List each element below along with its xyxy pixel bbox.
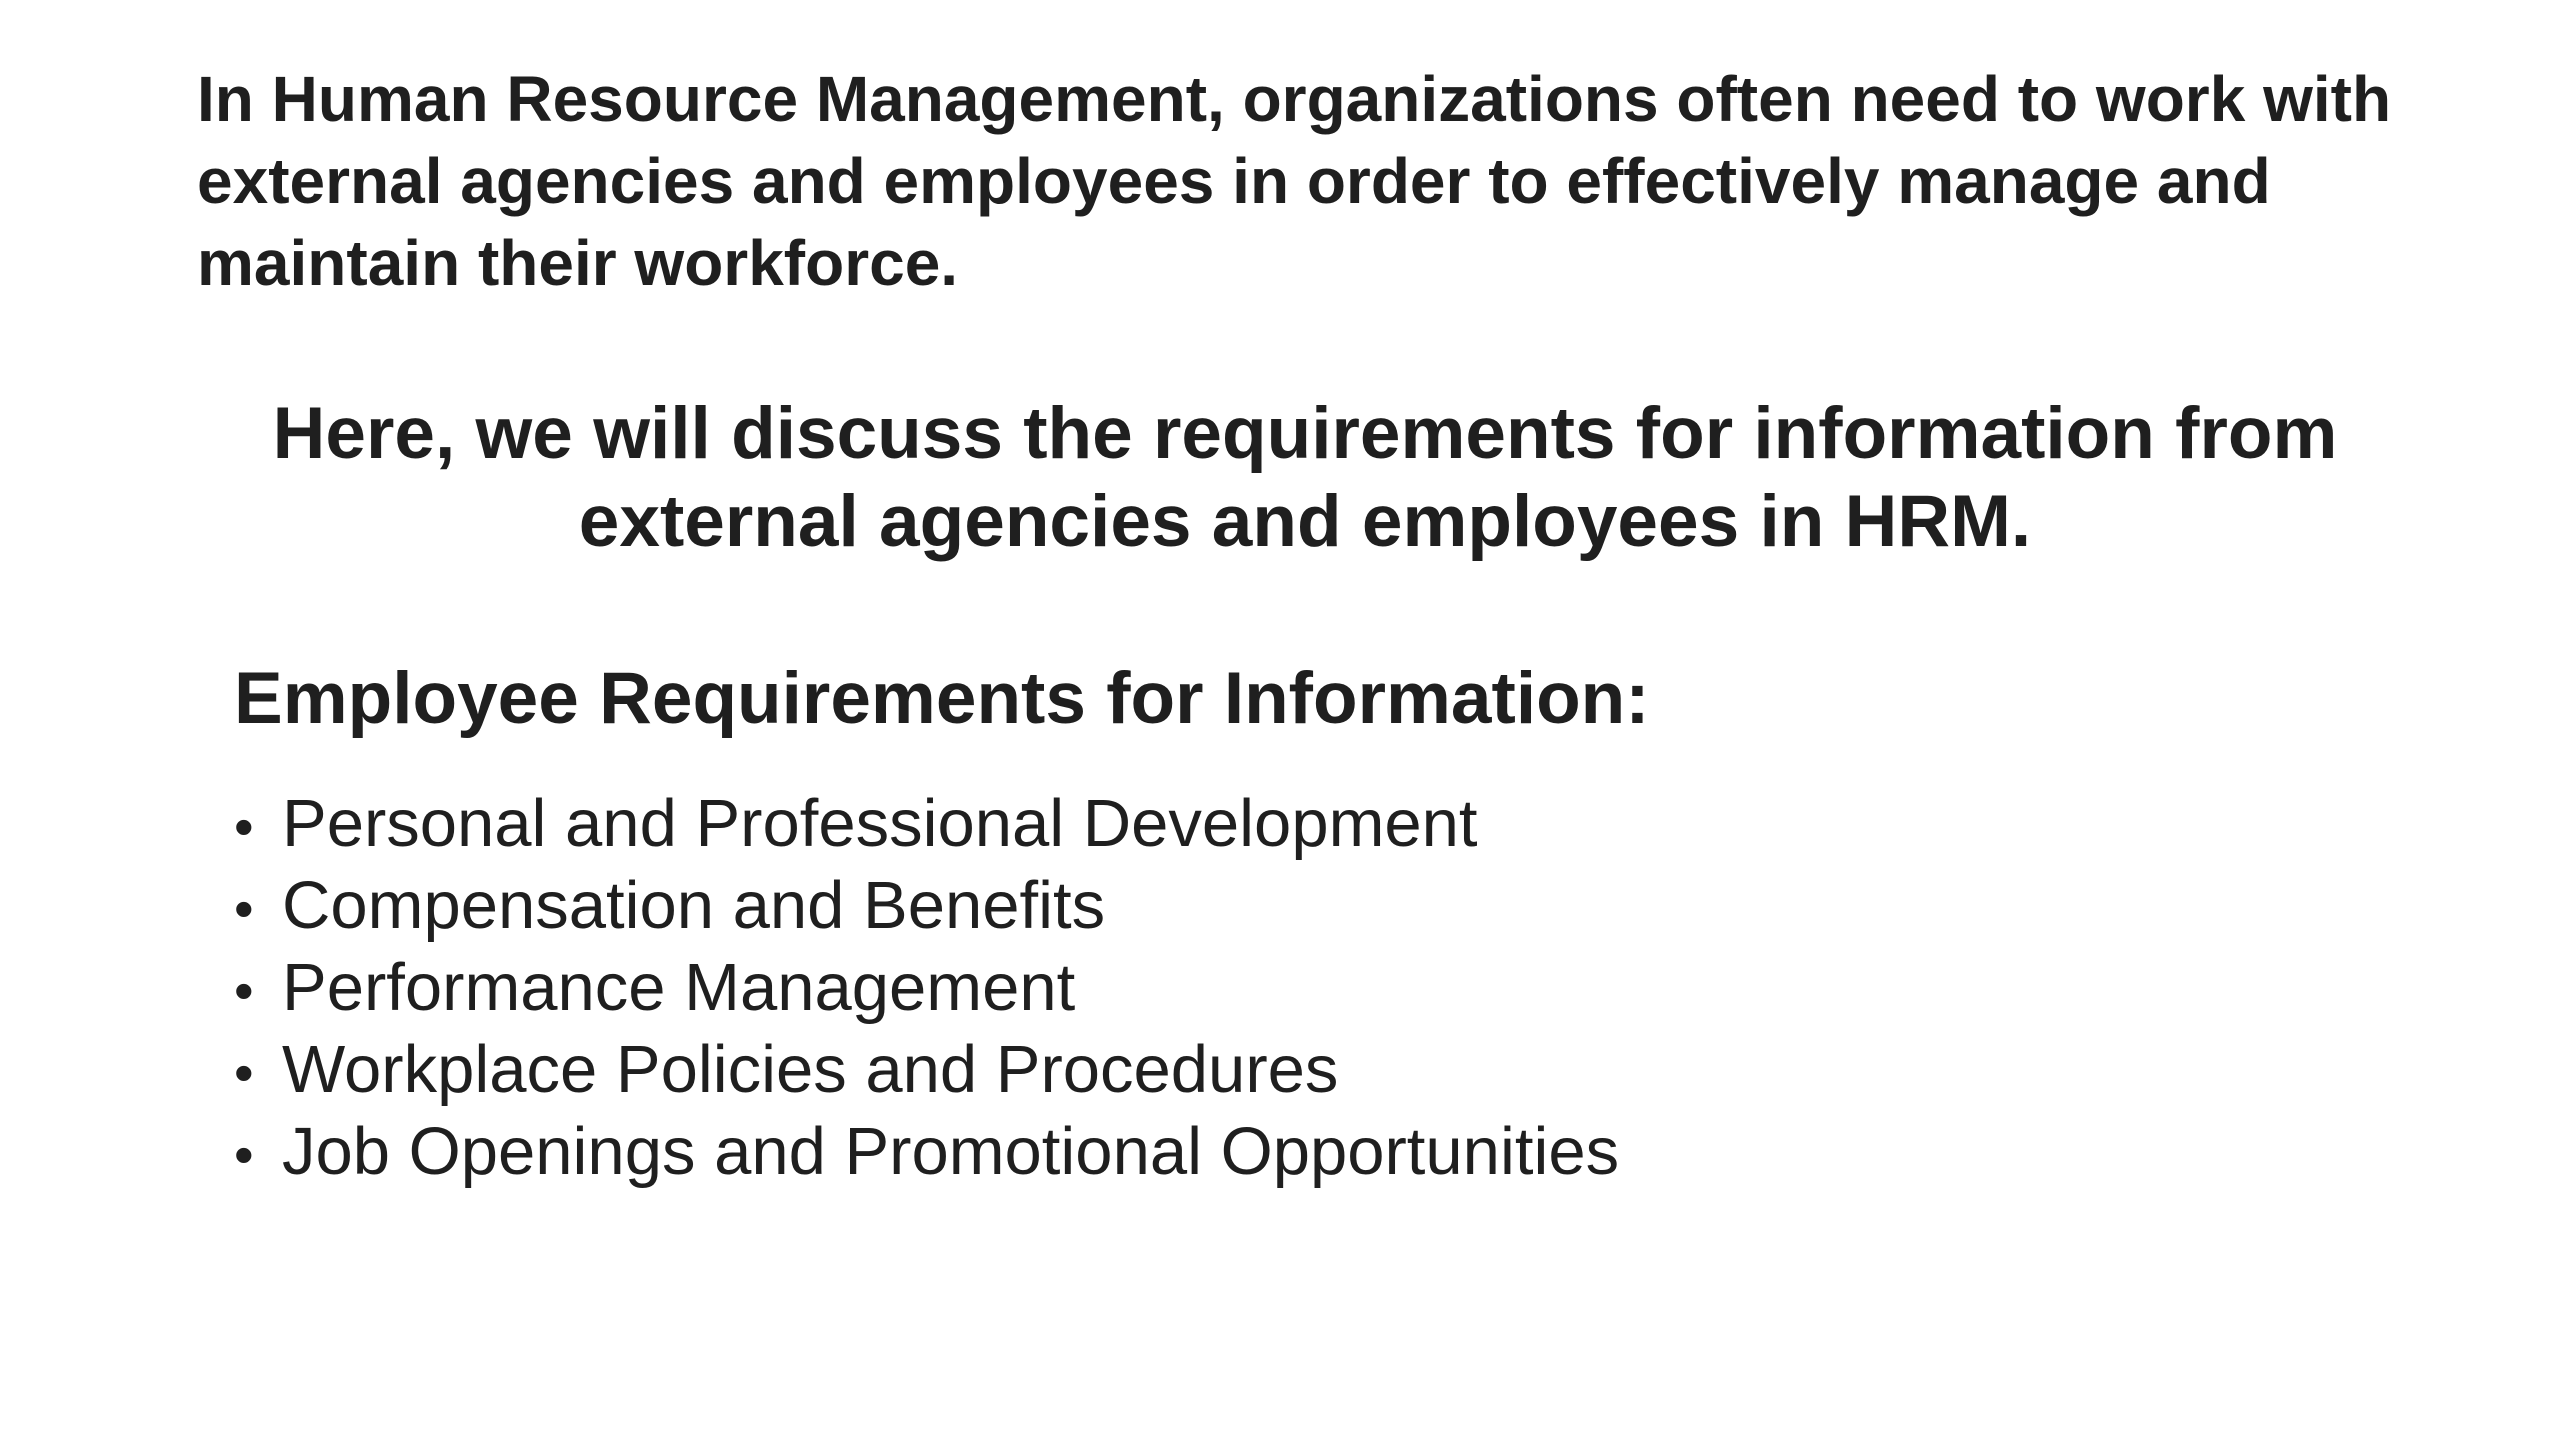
list-item-text: Job Openings and Promotional Opportunities <box>282 1114 1620 1189</box>
subtitle-heading: Here, we will discuss the requirements for information from external agencies and employees in HRM. <box>272 393 2338 562</box>
list-item-text: Performance Management <box>282 950 1076 1025</box>
list-item <box>234 784 1619 866</box>
requirements-list <box>234 784 1619 1194</box>
list-item <box>234 948 1619 1030</box>
bullet-icon: • <box>234 1041 254 1104</box>
list-item <box>234 1030 1619 1112</box>
bullet-icon: • <box>234 795 254 858</box>
list-item-text: Workplace Policies and Procedures <box>282 1032 1339 1107</box>
list-item <box>234 866 1619 948</box>
bullet-icon: • <box>234 877 254 940</box>
list-item-text: Compensation and Benefits <box>282 868 1106 943</box>
bullet-icon: • <box>234 959 254 1022</box>
list-item-text: Personal and Professional Development <box>282 786 1478 861</box>
intro-paragraph: In Human Resource Management, organizations often need to work with external agencies and employees in order to effectively manage and maintain their workforce. <box>197 63 2392 299</box>
employee-requirements-heading: Employee Requirements for Information: <box>234 658 1650 739</box>
bullet-icon: • <box>234 1123 254 1186</box>
list-item <box>234 1112 1619 1194</box>
